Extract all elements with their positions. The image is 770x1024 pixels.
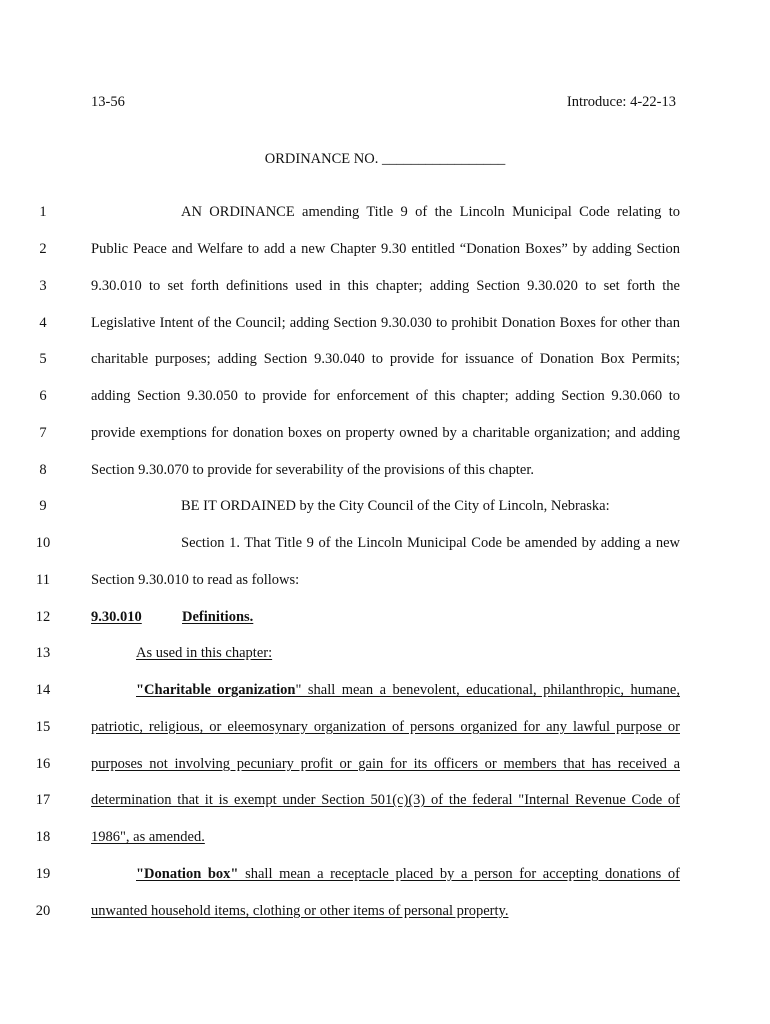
line-number: 16 [35, 756, 51, 772]
line-number: 12 [35, 609, 51, 625]
enacting-clause: BE IT ORDAINED by the City Council of the City of Lincoln, Nebraska: [181, 498, 610, 514]
body-line: 9.30.010 to set forth definitions used in this chapter; adding Section 9.30.020 to set forth the [91, 278, 680, 294]
document-number: 13-56 [91, 94, 125, 110]
line-number: 1 [39, 204, 47, 220]
body-line: adding Section 9.30.050 to provide for enforcement of this chapter; adding Section 9.30.060 to [91, 388, 680, 404]
ordinance-title: ORDINANCE NO. _________________ [264, 151, 506, 167]
body-line: Public Peace and Welfare to add a new Chapter 9.30 entitled “Donation Boxes” by adding Section [91, 241, 680, 257]
body-line: patriotic, religious, or eleemosynary organization of persons organized for any lawful purpose or [91, 719, 680, 735]
line-number: 10 [35, 535, 51, 551]
definition-donation-box [136, 866, 680, 886]
body-line: Section 9.30.010 to read as follows: [91, 572, 300, 588]
body-line: purposes not involving pecuniary profit or gain for its officers or members that has received a [91, 756, 680, 772]
body-line: 1986", as amended. [91, 829, 205, 845]
line-number: 11 [36, 572, 50, 588]
body-line: Section 9.30.070 to provide for severability of the provisions of this chapter. [91, 462, 534, 478]
definition-text: " shall mean a benevolent, educational, philanthropic, humane, [295, 682, 680, 698]
line-number: 13 [35, 645, 51, 661]
defined-term: "Donation box" [136, 866, 239, 882]
line-number: 5 [39, 351, 47, 367]
line-number: 7 [39, 425, 47, 441]
body-line: AN ORDINANCE amending Title 9 of the Lincoln Municipal Code relating to [181, 204, 680, 220]
line-number: 4 [39, 315, 47, 331]
definition-charitable-organization [136, 682, 680, 702]
body-line: charitable purposes; adding Section 9.30.040 to provide for issuance of Donation Box Permits; [91, 351, 680, 367]
body-line: unwanted household items, clothing or other items of personal property. [91, 903, 509, 919]
definitions-intro: As used in this chapter: [136, 645, 273, 661]
line-number: 18 [35, 829, 51, 845]
body-line: determination that it is exempt under Section 501(c)(3) of the federal "Internal Revenue Code of [91, 792, 680, 808]
section-heading [91, 609, 680, 626]
line-number: 20 [35, 903, 51, 919]
introduced-date: Introduce: 4-22-13 [566, 94, 676, 110]
body-line: Legislative Intent of the Council; adding Section 9.30.030 to prohibit Donation Boxes for other than [91, 315, 680, 331]
line-number: 15 [35, 719, 51, 735]
line-number: 8 [39, 462, 47, 478]
line-number: 6 [39, 388, 47, 404]
body-line: Section 1. That Title 9 of the Lincoln Municipal Code be amended by adding a new [181, 535, 680, 551]
section-number: 9.30.010 [91, 609, 142, 625]
definition-text: shall mean a receptacle placed by a person for accepting donations of [238, 866, 680, 882]
section-title: Definitions. [182, 609, 254, 625]
line-number: 14 [35, 682, 51, 698]
body-line: provide exemptions for donation boxes on property owned by a charitable organization; and adding [91, 425, 680, 441]
line-number: 9 [39, 498, 47, 514]
line-number: 19 [35, 866, 51, 882]
line-number: 2 [39, 241, 47, 257]
line-number: 17 [35, 792, 51, 808]
line-number: 3 [39, 278, 47, 294]
defined-term: "Charitable organization [136, 682, 296, 698]
